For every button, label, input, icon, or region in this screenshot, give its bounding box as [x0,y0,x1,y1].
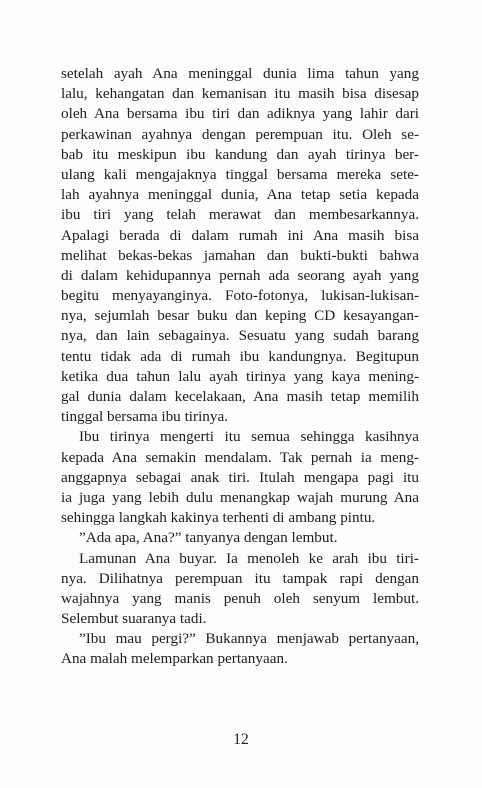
text-line: Selembut suaranya tadi. [61,610,207,628]
text-line: lalu, kehangatan dan kemanisan itu masih bisa disesap [61,85,419,103]
text-line: ”Ada apa, Ana?” tanyanya dengan lembut. [79,529,338,547]
text-line: nya, sejumlah besar buku dan keping CD kesayangan- [61,307,419,325]
text-line: tentu tidak ada di rumah ibu kandungnya. Begitupun [61,347,419,365]
page-number: 12 [233,731,249,748]
text-line: Ana malah melemparkan pertanyaan. [61,650,288,668]
text-line: Ibu tirinya mengerti itu semua sehingga kasihnya [79,428,419,446]
text-line: tinggal bersama ibu tirinya. [61,408,229,426]
text-line: Lamunan Ana buyar. Ia menoleh ke arah ibu tiri- [79,549,419,567]
text-line: sehingga langkah kakinya terhenti di ambang pintu. [61,509,376,527]
text-line: gal dunia dalam kecelakaan, Ana masih tetap memilih [61,388,419,405]
text-line: wajahnya yang manis penuh oleh senyum lembut. [61,589,419,607]
body-text [61,64,419,670]
text-line: perkawinan ayahnya dengan perempuan itu. Oleh se- [61,125,419,143]
text-line: bab itu meskipun ibu kandung dan ayah tirinya ber- [61,145,419,163]
text-line: kepada Ana semakin mendalam. Tak pernah ia meng- [61,448,419,466]
text-line: nya, dan lain sebagainya. Sesuatu yang sudah barang [61,327,419,345]
text-line: nya. Dilihatnya perempuan itu tampak rapi dengan [61,569,419,587]
text-line: ketika dua tahun lalu ayah tirinya yang kaya mening- [61,367,419,385]
text-line: di dalam kehidupannya pernah ada seorang ayah yang [61,266,419,284]
text-line: ”Ibu mau pergi?” Bukannya menjawab pertanyaan, [79,630,419,648]
text-line: lah ayahnya meninggal dunia, Ana tetap setia kepada [61,186,419,204]
text-line: setelah ayah Ana meninggal dunia lima tahun yang [61,65,419,82]
text-line: Apalagi berada di dalam rumah ini Ana masih bisa [61,226,419,244]
text-line: ibu tiri yang telah merawat dan membesarkannya. [61,206,419,224]
text-line: oleh Ana bersama ibu tiri dan adiknya yang lahir dari [61,105,419,123]
text-line: melihat bekas-bekas jamahan dan bukti-bukti bahwa [61,246,419,264]
text-line: ulang kali mengajaknya tinggal bersama mereka sete- [61,165,419,183]
text-line: begitu menyayanginya. Foto-fotonya, lukisan-lukisan- [61,287,419,305]
text-line: anggapnya sebagai anak tiri. Itulah mengapa pagi itu [61,468,419,486]
text-line: ia juga yang lebih dulu menangkap wajah murung Ana [61,488,419,506]
